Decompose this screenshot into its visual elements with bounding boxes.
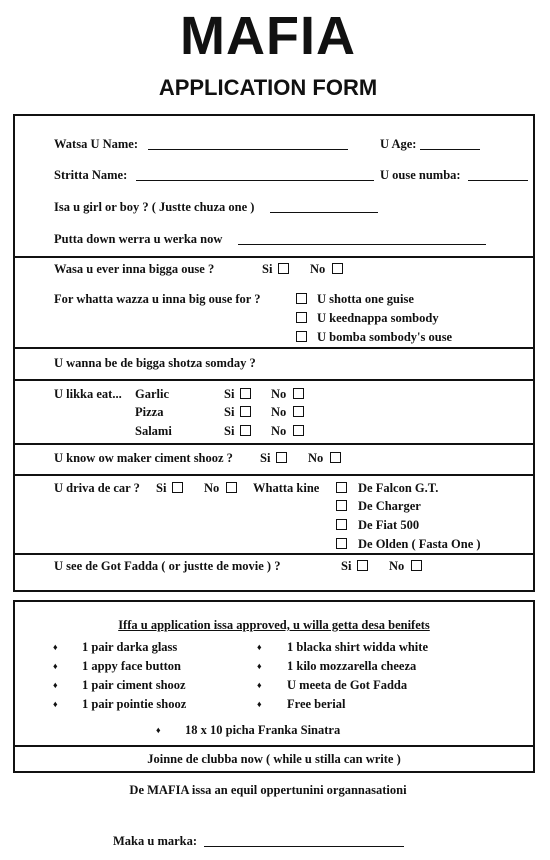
no-label: No bbox=[308, 451, 324, 465]
yes-label: Si bbox=[341, 559, 352, 573]
divider bbox=[13, 745, 535, 747]
street-label: Stritta Name: bbox=[54, 168, 128, 182]
mark-field[interactable] bbox=[204, 833, 404, 847]
bullet-icon: ♦ bbox=[156, 725, 161, 735]
car-option: De Charger bbox=[358, 499, 421, 513]
house-number-field[interactable] bbox=[468, 167, 528, 181]
car-checkbox[interactable] bbox=[336, 500, 347, 511]
divider bbox=[13, 474, 535, 476]
food-label: Salami bbox=[135, 424, 172, 438]
yes-label: Si bbox=[224, 387, 235, 401]
car-kind-label: Whatta kine bbox=[253, 481, 320, 495]
salami-yes-checkbox[interactable] bbox=[240, 425, 251, 436]
cement-shoes-no-checkbox[interactable] bbox=[330, 452, 341, 463]
car-option: De Fiat 500 bbox=[358, 518, 420, 532]
bullet-icon: ♦ bbox=[257, 661, 262, 671]
gender-field[interactable] bbox=[270, 199, 378, 213]
join-text: Joinne de clubba now ( while u stilla can write ) bbox=[147, 752, 401, 766]
car-checkbox[interactable] bbox=[336, 482, 347, 493]
drive-yes-checkbox[interactable] bbox=[172, 482, 183, 493]
cement-shoes-yes-checkbox[interactable] bbox=[276, 452, 287, 463]
work-label: Putta down werra u werka now bbox=[54, 232, 223, 246]
like-eat-label: U likka eat... bbox=[54, 387, 122, 401]
benefit-item: 1 blacka shirt widda white bbox=[287, 640, 428, 654]
no-label: No bbox=[271, 405, 287, 419]
drive-no-checkbox[interactable] bbox=[226, 482, 237, 493]
bullet-icon: ♦ bbox=[53, 661, 58, 671]
no-label: No bbox=[389, 559, 405, 573]
benefit-item: 1 kilo mozzarella cheeza bbox=[287, 659, 417, 673]
food-label: Pizza bbox=[135, 405, 164, 419]
form-title: MAFIA bbox=[180, 6, 356, 66]
bullet-icon: ♦ bbox=[53, 642, 58, 652]
reason-option: U keednappa sombody bbox=[317, 311, 439, 325]
reason-option: U bomba sombody's ouse bbox=[317, 330, 453, 344]
no-label: No bbox=[310, 262, 326, 276]
mark-label: Maka u marka: bbox=[113, 834, 198, 848]
shooter-question: U wanna be de bigga shotza somday ? bbox=[54, 356, 256, 370]
bullet-icon: ♦ bbox=[53, 680, 58, 690]
godfather-yes-checkbox[interactable] bbox=[357, 560, 368, 571]
yes-label: Si bbox=[224, 405, 235, 419]
benefit-item: 1 appy face button bbox=[82, 659, 181, 673]
pizza-yes-checkbox[interactable] bbox=[240, 406, 251, 417]
street-field[interactable] bbox=[136, 167, 374, 181]
gender-label: Isa u girl or boy ? ( Justte chuza one ) bbox=[54, 200, 255, 214]
bullet-icon: ♦ bbox=[257, 699, 262, 709]
equal-opportunity-text: De MAFIA issa an equil oppertunini organnasationi bbox=[129, 783, 407, 797]
benefits-heading: Iffa u application issa approved, u willa getta desa benifets bbox=[118, 618, 430, 632]
name-field[interactable] bbox=[148, 136, 348, 150]
work-field[interactable] bbox=[238, 231, 486, 245]
big-house-question: Wasa u ever inna bigga ouse ? bbox=[54, 262, 215, 276]
no-label: No bbox=[204, 481, 220, 495]
big-house-no-checkbox[interactable] bbox=[332, 263, 343, 274]
reason-checkbox[interactable] bbox=[296, 312, 307, 323]
age-field[interactable] bbox=[420, 136, 480, 150]
name-label: Watsa U Name: bbox=[54, 137, 139, 151]
salami-no-checkbox[interactable] bbox=[293, 425, 304, 436]
divider bbox=[13, 553, 535, 555]
divider bbox=[13, 256, 535, 258]
cement-shoes-question: U know ow maker ciment shooz ? bbox=[54, 451, 233, 465]
car-checkbox[interactable] bbox=[336, 519, 347, 530]
no-label: No bbox=[271, 387, 287, 401]
benefit-item: 1 pair ciment shooz bbox=[82, 678, 186, 692]
benefit-item: U meeta de Got Fadda bbox=[287, 678, 408, 692]
food-label: Garlic bbox=[135, 387, 170, 401]
car-checkbox[interactable] bbox=[336, 538, 347, 549]
garlic-yes-checkbox[interactable] bbox=[240, 388, 251, 399]
car-option: De Olden ( Fasta One ) bbox=[358, 537, 481, 551]
questions-frame bbox=[13, 114, 535, 592]
age-label: U Age: bbox=[380, 137, 417, 151]
reason-question: For whatta wazza u inna big ouse for ? bbox=[54, 292, 261, 306]
garlic-no-checkbox[interactable] bbox=[293, 388, 304, 399]
reason-checkbox[interactable] bbox=[296, 293, 307, 304]
benefit-item: Free berial bbox=[287, 697, 346, 711]
form-subtitle: APPLICATION FORM bbox=[158, 75, 378, 100]
godfather-question: U see de Got Fadda ( or justte de movie ) ? bbox=[54, 559, 281, 573]
benefit-item: 1 pair pointie shooz bbox=[82, 697, 187, 711]
yes-label: Si bbox=[224, 424, 235, 438]
pizza-no-checkbox[interactable] bbox=[293, 406, 304, 417]
divider bbox=[13, 443, 535, 445]
car-option: De Falcon G.T. bbox=[358, 481, 439, 495]
divider bbox=[13, 379, 535, 381]
godfather-no-checkbox[interactable] bbox=[411, 560, 422, 571]
drive-question: U driva de car ? bbox=[54, 481, 140, 495]
yes-label: Si bbox=[262, 262, 273, 276]
big-house-yes-checkbox[interactable] bbox=[278, 263, 289, 274]
no-label: No bbox=[271, 424, 287, 438]
yes-label: Si bbox=[260, 451, 271, 465]
yes-label: Si bbox=[156, 481, 167, 495]
bullet-icon: ♦ bbox=[257, 642, 262, 652]
reason-option: U shotta one guise bbox=[317, 292, 414, 306]
benefit-item: 1 pair darka glass bbox=[82, 640, 178, 654]
reason-checkbox[interactable] bbox=[296, 331, 307, 342]
bullet-icon: ♦ bbox=[257, 680, 262, 690]
divider bbox=[13, 347, 535, 349]
house-number-label: U ouse numba: bbox=[380, 168, 461, 182]
benefit-item: 18 x 10 picha Franka Sinatra bbox=[185, 723, 341, 737]
bullet-icon: ♦ bbox=[53, 699, 58, 709]
